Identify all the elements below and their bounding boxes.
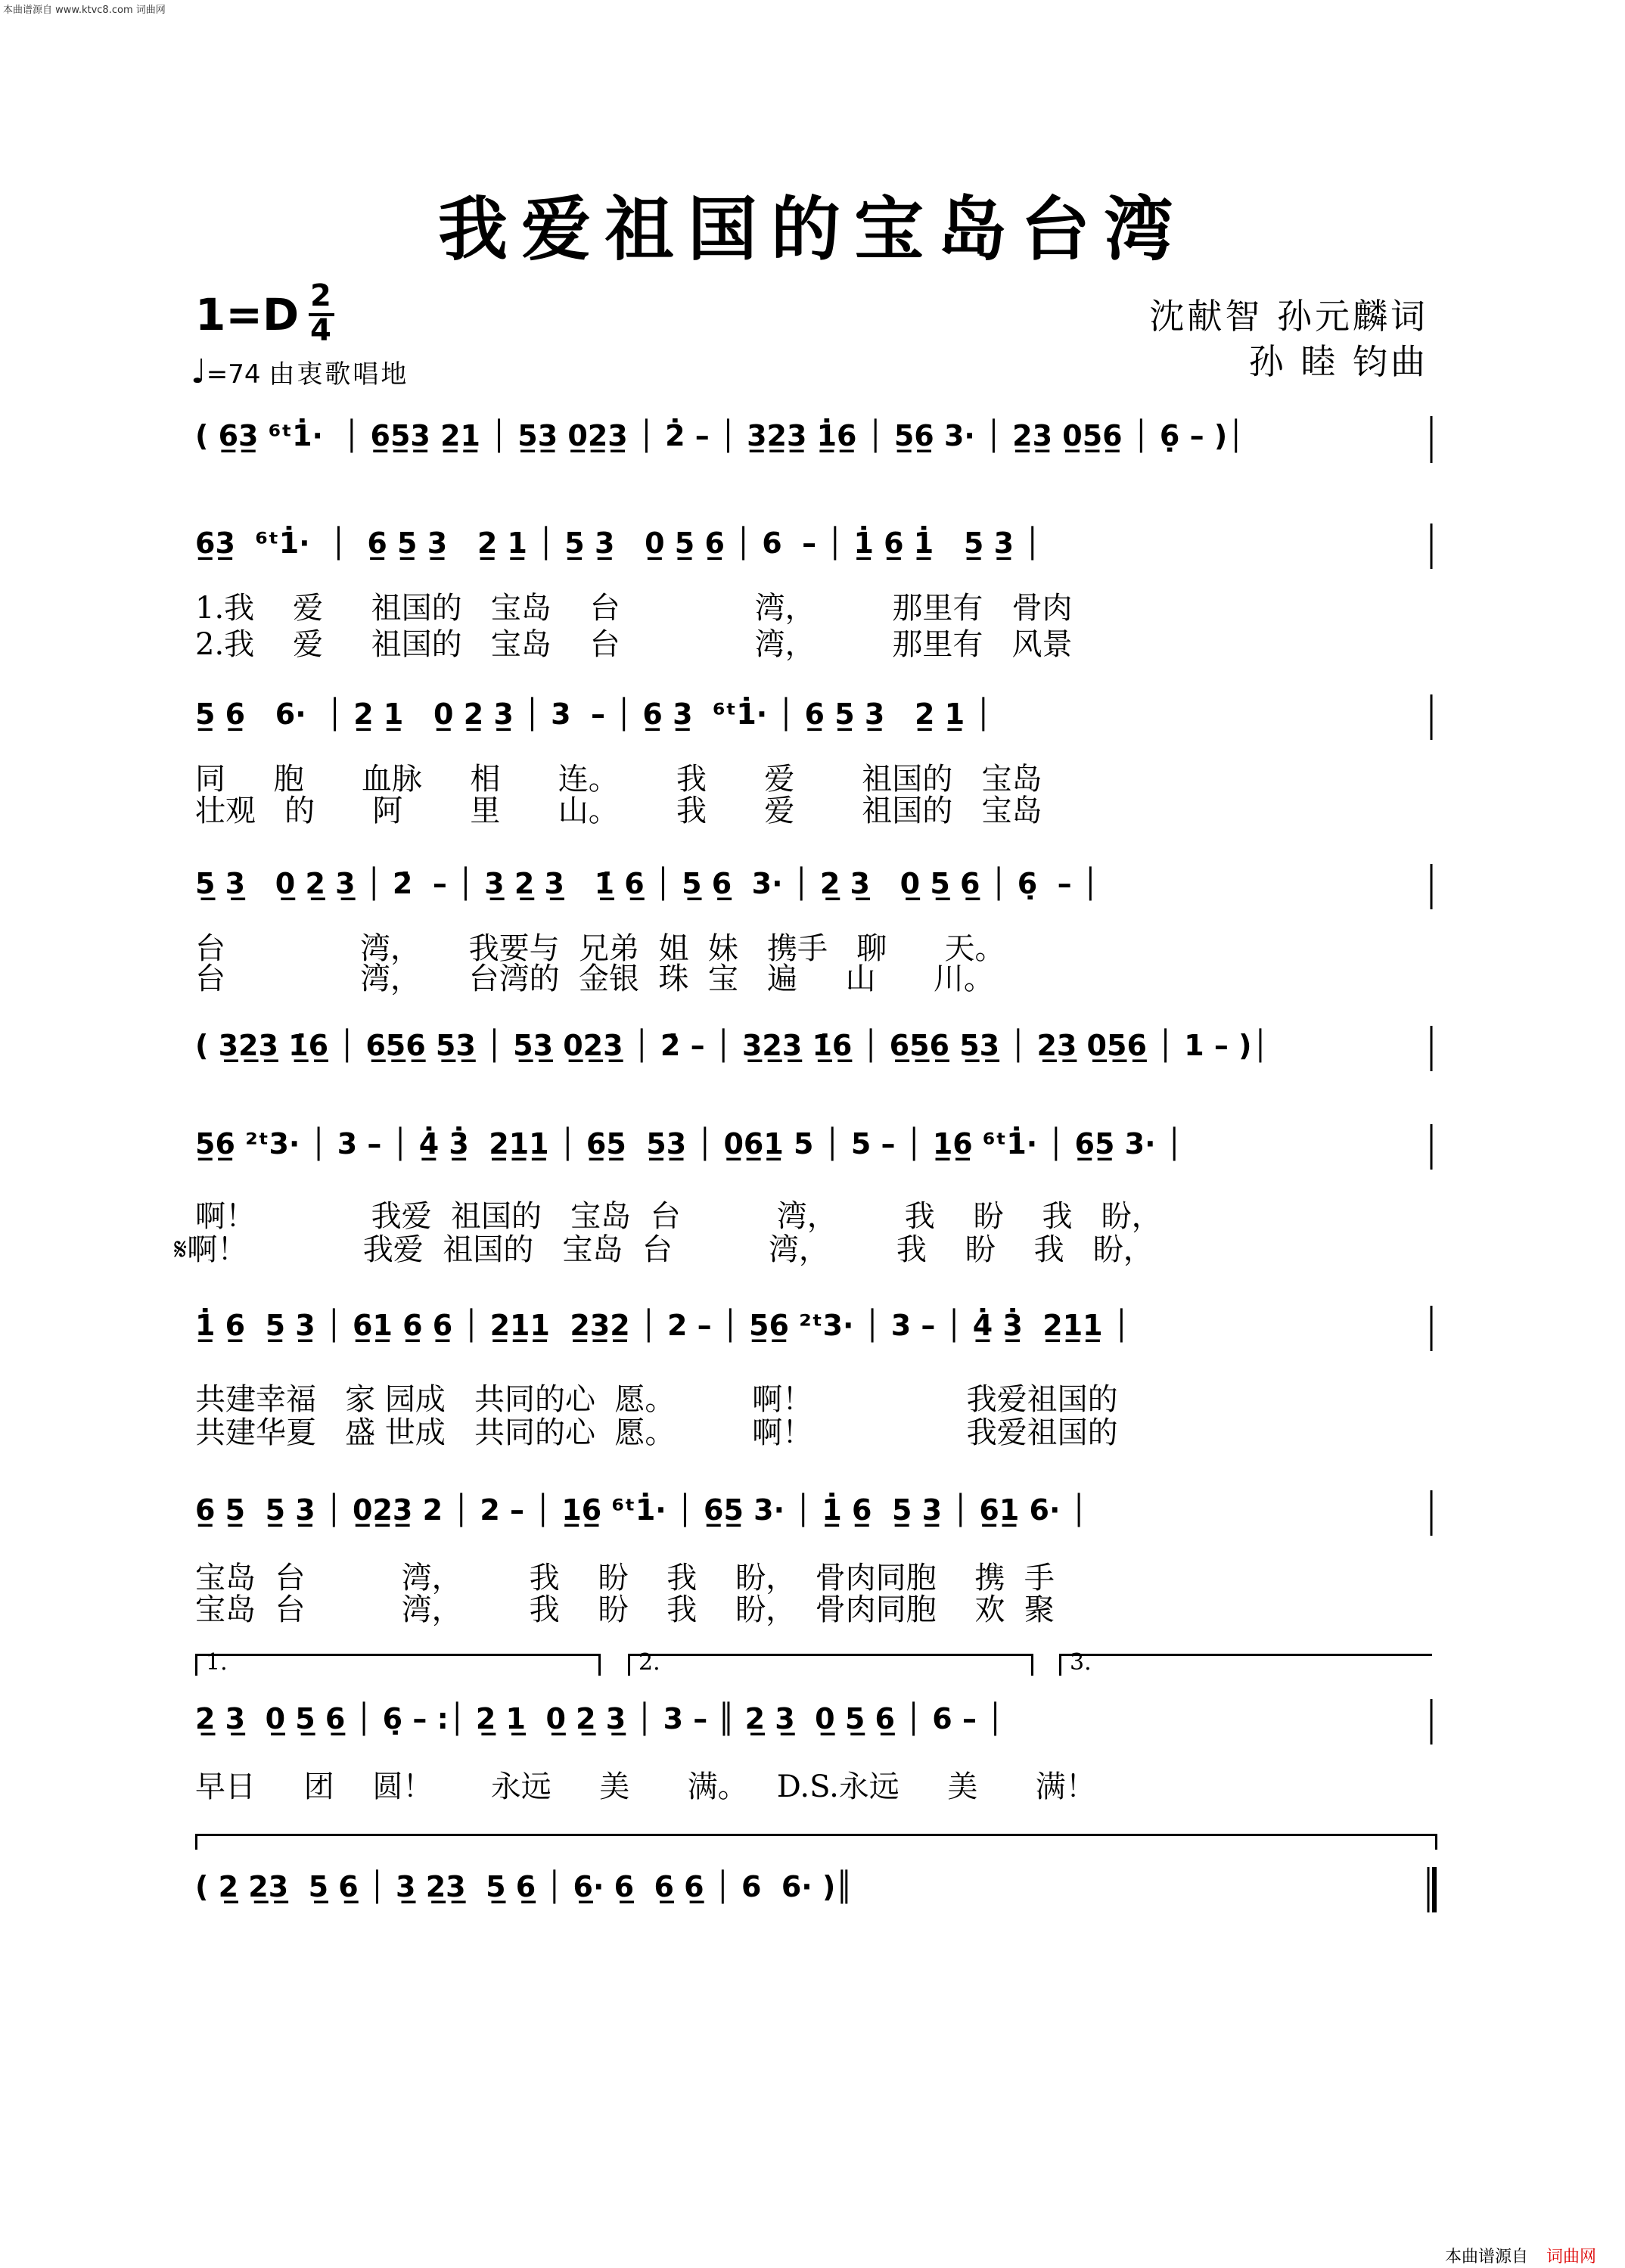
quarter-note-icon: ♩ bbox=[191, 353, 207, 391]
time-sig-top: 2 bbox=[310, 278, 331, 313]
score-row-10: ( 2̲ 2̲3̲ 5̲ 6̲ │ 3̲ 2̲3̲ 5̲ 6̲ │ 6̲· 6̲ 6̲ 6̲ │ 6 6· )║ bbox=[195, 1870, 853, 1903]
barline-group bbox=[1428, 416, 1434, 1912]
score-row-9: 2̲ 3̲ 0̲ 5̲ 6̲ │ 6̣ – :│ 2̲ 1̲ 0̲ 2̲ 3̲ │ 3 – ║ 2̲ 3̲ 0̲ 5̲ 6̲ │ 6 – │ bbox=[195, 1702, 1005, 1735]
lyrics-row-6-verse-1: 啊！ 我爱 祖国的 宝岛 台 湾， 我 盼 我 盼， bbox=[195, 1199, 1162, 1234]
lyrics-row-8-verse-2: 宝岛 台 湾， 我 盼 我 盼， 骨肉同胞 欢 聚 bbox=[195, 1592, 1055, 1627]
lyrics-row-3-verse-2: 壮观 的 阿 里 山。 我 爱 祖国的 宝岛 bbox=[195, 794, 1042, 828]
lyrics-row-3-verse-1: 同 胞 血脉 相 连。 我 爱 祖国的 宝岛 bbox=[195, 762, 1042, 797]
score-row-8: 6̲ 5̲ 5̲ 3̲ │ 0̲2̲3̲ 2 │ 2 – │ 1̲6̲ ⁶ᵗ1̇· │ 6̲5̲ 3· │ 1̲̇ 6̲ 5̲ 3̲ │ 6̲1̲ 6· │ bbox=[195, 1493, 1088, 1527]
score-row-4: 5̲ 3̲ 0̲ 2̲ 3̲ │ 2̇ – │ 3̲ 2̲ 3̲ 1̲̇ 6̲ │ 5̲ 6̲ 3· │ 2̲ 3̲ 0̲ 5̲ 6̲ │ 6̣ – │ bbox=[195, 867, 1099, 900]
score-row-2: 6̲3̲ ⁶ᵗ1̇· │ 6̲ 5̲ 3̲ 2̲ 1̲ │ 5̲ 3̲ 0̲ 5̲ 6̲ │ 6 – │ 1̲̇ 6̲ 1̲̇ 5̲ 3̲ │ bbox=[195, 527, 1042, 560]
lyrics-row-6-verse-2: 𝄋啊！ 我爱 祖国的 宝岛 台 湾， 我 盼 我 盼， bbox=[174, 1232, 1154, 1267]
lyrics-row-7-verse-1: 共建幸福 家 园成 共同的心 愿。 啊！ 我爱祖国的 bbox=[195, 1382, 1118, 1417]
time-sig-bottom: 4 bbox=[310, 313, 331, 348]
key-signature: 1=D bbox=[195, 289, 300, 340]
score-row-3: 5̲ 6̲ 6· │ 2̲ 1̲ 0̲ 2̲ 3̲ │ 3 – │ 6̲ 3̲ ⁶ᵗ1̇· │ 6̲ 5̲ 3̲ 2̲ 1̲ │ bbox=[195, 697, 993, 731]
score-row-1: ( 6̲3̲ ⁶ᵗ1̇· │ 6̲5̲3̲ 2̲1̲ │ 5̲3̲ 0̲2̲3̲ │ 2̇ – │ 3̲2̲3̲ 1̲̇6̲ │ 5̲6̲ 3· │ 2̲3̲ 0̲5̲6̲ │ 6̣ – )│ bbox=[195, 419, 1245, 452]
composer-credit: 孙 睦 钧曲 bbox=[1248, 341, 1428, 382]
lyricist-credit: 沈献智 孙元麟词 bbox=[1149, 296, 1428, 337]
footer-site-name: 词曲网 bbox=[1546, 2248, 1597, 2266]
lyrics-row-2-verse-2: 2.我 爱 祖国的 宝岛 台 湾， 那里有 风景 bbox=[195, 627, 1073, 662]
volta-label-2: 2. bbox=[639, 1649, 660, 1676]
tempo-expression: 由衷歌唱地 bbox=[269, 359, 409, 390]
tempo-value: =74 bbox=[206, 359, 261, 390]
footer-source-text: 本曲谱源自 bbox=[1445, 2248, 1529, 2266]
score-row-5: ( 3̲2̲3̲ 1̲̇6̲ │ 6̲5̲6̲ 5̲3̲ │ 5̲3̲ 0̲2̲3̲ │ 2̇ – │ 3̲2̲3̲ 1̲̇6̲ │ 6̲5̲6̲ 5̲3̲ │ 2̲3̲ 0̲5̲6̲ │ 1 – )│ bbox=[195, 1029, 1269, 1062]
score-row-7: 1̲̇ 6̲ 5̲ 3̲ │ 6̲1̲ 6̲ 6̲ │ 2̲1̲1̲ 2̲3̲2̲ │ 2 – │ 5̲6̲ ²ᵗ3· │ 3 – │ 4̲̇ 3̲̇ 2̲1̲1̲ │ bbox=[195, 1309, 1130, 1342]
volta-label-1: 1. bbox=[206, 1649, 228, 1676]
lyrics-row-2-verse-1: 1.我 爱 祖国的 宝岛 台 湾， 那里有 骨肉 bbox=[195, 591, 1073, 626]
header-watermark: 本曲谱源自 www.ktvc8.com 词曲网 bbox=[3, 5, 166, 16]
lyrics-row-4-verse-2: 台 湾， 台湾的 金银 珠 宝 遍 山 川。 bbox=[195, 962, 994, 996]
score-row-6: 5̲6̲ ²ᵗ3· │ 3 – │ 4̲̇ 3̲̇ 2̲1̲1̲ │ 6̲5̲ 5̲3̲ │ 0̲6̲1̲ 5 │ 5 – │ 1̲6̲ ⁶ᵗ1̇· │ 6̲5̲ 3· │ bbox=[195, 1127, 1183, 1160]
lyrics-row-7-verse-2: 共建华夏 盛 世成 共同的心 愿。 啊！ 我爱祖国的 bbox=[195, 1415, 1118, 1450]
lyrics-row-4-verse-1: 台 湾， 我要与 兄弟 姐 妹 携手 聊 天。 bbox=[195, 931, 1005, 966]
volta-label-3: 3. bbox=[1070, 1649, 1092, 1676]
lyrics-row-9: 早日 团 圆！ 永远 美 满。 D.S.永远 美 满！ bbox=[195, 1769, 1096, 1804]
song-title: 我爱祖国的宝岛台湾 bbox=[437, 188, 1187, 270]
lyrics-row-8-verse-1: 宝岛 台 湾， 我 盼 我 盼， 骨肉同胞 携 手 bbox=[195, 1561, 1055, 1595]
